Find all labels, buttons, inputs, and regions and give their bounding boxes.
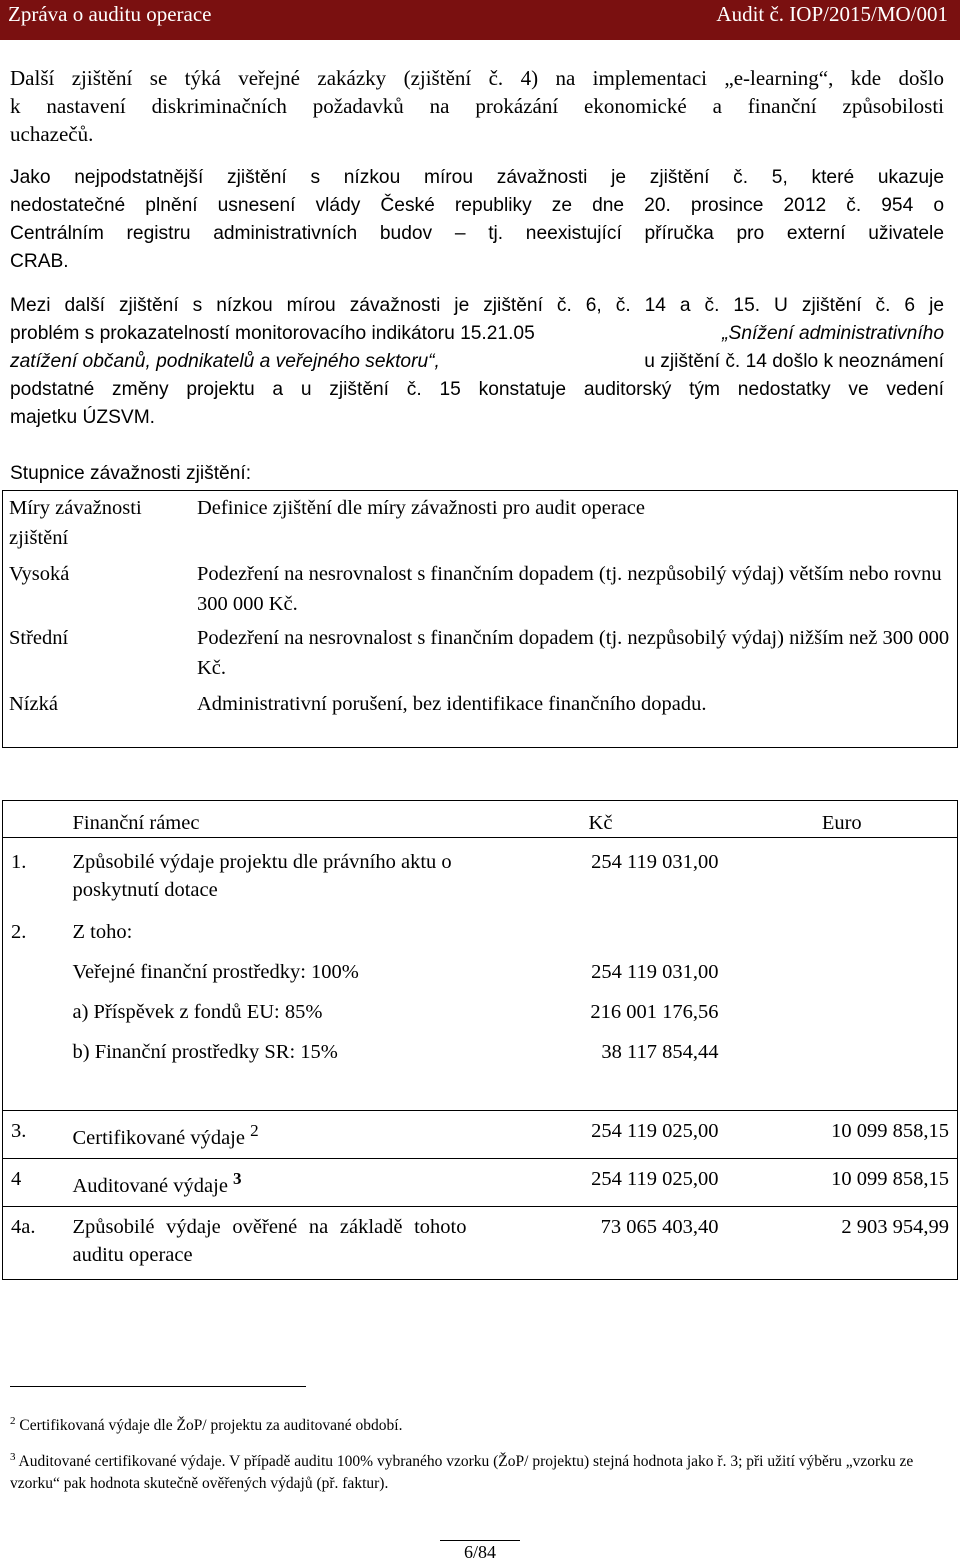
table-row (3, 619, 958, 683)
row-label: a) Příspěvek z fondů EU: 85% (72, 1001, 323, 1023)
table-row (3, 1111, 958, 1159)
czk-value: 254 119 025,00 (591, 1120, 719, 1142)
table-row (3, 946, 958, 986)
text-segment: problém s prokazatelností monitorovacího indikátoru 15.21.05 (10, 323, 535, 344)
footnote-mark: 3 (10, 1451, 16, 1463)
text-line: Jako nejpodstatnější zjištění s nízkou mírou závažnosti je zjištění č. 5, které ukazuje (10, 167, 944, 188)
footnote-separator (10, 1386, 306, 1387)
severity-level-header: Míry závažnosti zjištění (9, 497, 142, 549)
table-row (3, 1206, 958, 1279)
text-line (10, 348, 944, 376)
row-label (65, 1158, 475, 1206)
text-segment: u zjištění č. 14 došlo k neoznámení (644, 351, 944, 372)
financial-framework-table (2, 800, 958, 1280)
table-row (3, 553, 958, 619)
severity-definition: Administrativní porušení, bez identifikace finančního dopadu. (197, 693, 707, 715)
text-line (10, 320, 944, 348)
indicator-name: zatížení občanů, podnikatelů a veřejného sektoru“, (10, 351, 440, 372)
page-number-rule (440, 1540, 520, 1541)
table-header-row (3, 491, 958, 554)
text-line: CRAB. (10, 251, 69, 272)
indicator-name: „Snížení administrativního (722, 323, 944, 344)
row-label-text: Auditované výdaje (72, 1174, 228, 1197)
financial-frame-header: Finanční rámec (72, 812, 200, 834)
footnote-mark: 2 (10, 1415, 16, 1427)
row-number: 4 (11, 1167, 22, 1190)
text-line: podstatné změny projektu a u zjištění č. 15 konstatuje auditorský tým nedostatky ve vedení (10, 379, 944, 400)
czk-value: 216 001 176,56 (590, 1001, 719, 1023)
row-label-text: Certifikované výdaje (72, 1126, 245, 1149)
euro-value: 10 099 858,15 (831, 1120, 949, 1142)
text-line: Mezi další zjištění s nízkou mírou závažnosti je zjištění č. 6, č. 14 a č. 15. U zjištění č. 6 je (10, 295, 944, 316)
severity-definition-header: Definice zjištění dle míry závažnosti pro audit operace (197, 497, 645, 519)
table-row (3, 1026, 958, 1111)
report-title: Zpráva o auditu operace (8, 2, 212, 26)
footnote-ref: 2 (250, 1121, 259, 1140)
footnote-2 (10, 1410, 944, 1437)
row-number: 3. (11, 1120, 27, 1142)
text-line: majetku ÚZSVM. (10, 407, 156, 428)
czk-value: 254 119 025,00 (591, 1167, 719, 1190)
row-label: Způsobilé výdaje ověřené na základě tohoto auditu operace (72, 1215, 467, 1266)
czk-value: 73 065 403,40 (600, 1215, 719, 1238)
page-number: 6/84 (463, 1542, 496, 1562)
row-number: 2. (11, 921, 27, 943)
footnote-text: Certifikovaná výdaje dle ŽoP/ projektu za auditované období. (19, 1417, 403, 1435)
row-label: Způsobilé výdaje projektu dle právního aktu o poskytnutí dotace (72, 851, 452, 901)
footnote-ref: 3 (233, 1168, 242, 1188)
row-label: Veřejné finanční prostředky: 100% (72, 961, 359, 983)
text-line: Centrálním registru administrativních budov – tj. neexistující příručka pro externí uživatele (10, 223, 944, 244)
euro-value: 2 903 954,99 (841, 1215, 949, 1238)
page-header (0, 0, 960, 40)
row-label (65, 1111, 475, 1159)
severity-scale-title: Stupnice závažnosti zjištění: (10, 463, 252, 484)
table-row (3, 1158, 958, 1206)
severity-definition: Podezření na nesrovnalost s finančním dopadem (tj. nezpůsobilý výdaj) větším nebo rovnu 300 000 Kč. (197, 563, 942, 615)
footnote-3 (10, 1446, 944, 1495)
czk-value: 254 119 031,00 (591, 851, 719, 873)
text-line: k nastavení diskriminačních požadavků na prokázání ekonomické a finanční způsobilosti (10, 94, 944, 118)
table-header-row (3, 801, 958, 838)
euro-value: 10 099 858,15 (831, 1167, 949, 1190)
row-label: Z toho: (72, 921, 133, 943)
paragraph-other-findings (10, 292, 944, 432)
severity-level: Střední (9, 627, 69, 649)
audit-number: Audit č. IOP/2015/MO/001 (716, 2, 948, 26)
czk-value: 254 119 031,00 (591, 961, 719, 983)
row-number: 1. (11, 851, 27, 873)
table-row (3, 986, 958, 1026)
severity-definition: Podezření na nesrovnalost s finančním dopadem (tj. nezpůsobilý výdaj) nižším než 300 000 Kč. (197, 627, 950, 679)
footnote-text: Auditované certifikované výdaje. V případě auditu 100% vybraného vzorku (ŽoP/ projektu) stejná hodnota jako ř. 3; při užití výběru „vzorku ze vzorku“ pak hodnota skutečně ověřených výdajů (př. faktur). (10, 1453, 914, 1493)
text-line: Další zjištění se týká veřejné zakázky (zjištění č. 4) na implementaci „e-learning“, kde došlo (10, 66, 944, 90)
severity-level: Vysoká (9, 563, 70, 585)
severity-level: Nízká (9, 693, 58, 715)
table-row (3, 683, 958, 748)
paragraph-low-severity-main (10, 164, 944, 276)
row-label: b) Finanční prostředky SR: 15% (72, 1041, 338, 1063)
row-number-header (3, 801, 65, 838)
euro-value (727, 838, 958, 905)
table-row (3, 904, 958, 946)
czk-header: Kč (588, 812, 613, 834)
row-number: 4a. (11, 1215, 36, 1238)
table-row (3, 838, 958, 905)
text-line: uchazečů. (10, 122, 94, 146)
text-line: nedostatečné plnění usnesení vlády České republiky ze dne 20. prosince 2012 č. 954 o (10, 195, 944, 216)
severity-table (2, 490, 958, 748)
czk-value: 38 117 854,44 (601, 1041, 719, 1063)
paragraph-public-tender (10, 64, 944, 148)
euro-header: Euro (821, 812, 862, 834)
